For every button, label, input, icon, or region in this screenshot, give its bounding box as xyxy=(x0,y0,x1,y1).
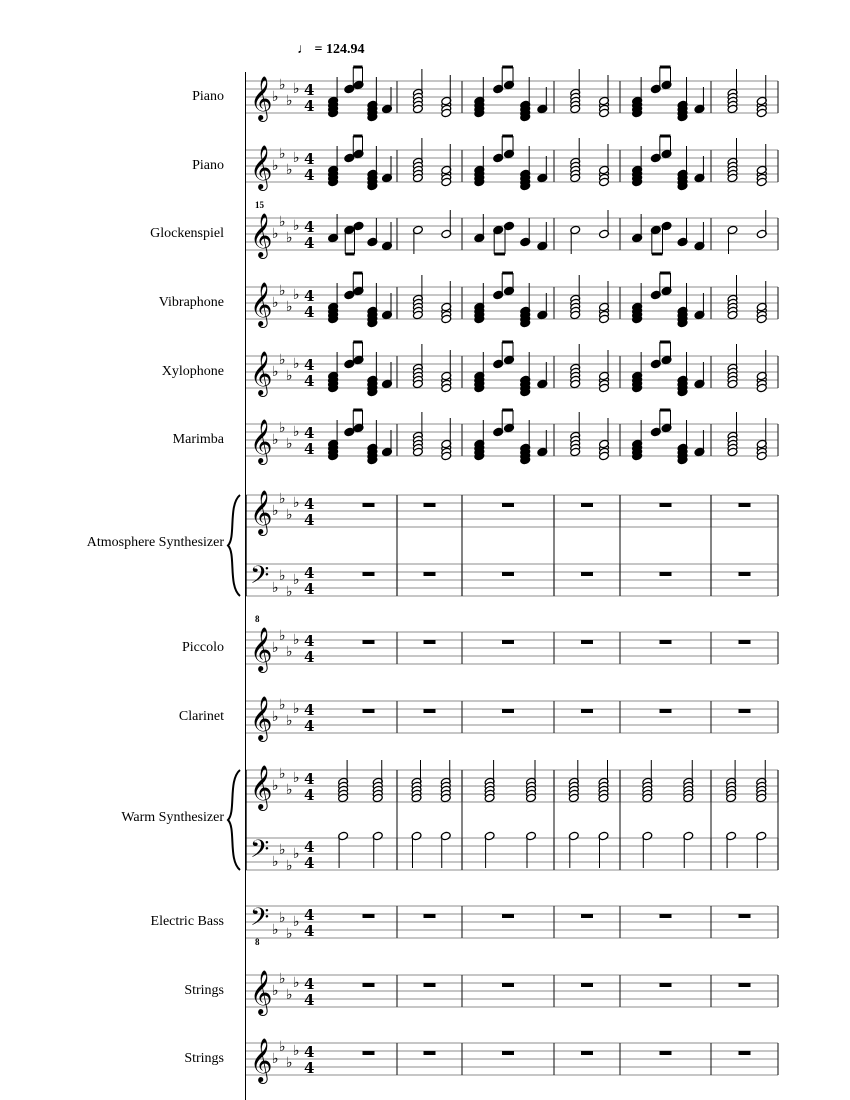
svg-text:4: 4 xyxy=(304,303,315,321)
instrument-label-electric-bass: Electric Bass xyxy=(150,914,224,929)
svg-text:4: 4 xyxy=(304,1043,315,1061)
whole-rest xyxy=(424,914,436,918)
whole-rest xyxy=(363,914,375,918)
whole-rest xyxy=(363,709,375,713)
whole-rest xyxy=(424,709,436,713)
svg-text:♭: ♭ xyxy=(279,352,286,368)
svg-text:4: 4 xyxy=(304,701,315,719)
svg-text:𝄞: 𝄞 xyxy=(250,76,273,120)
whole-rest xyxy=(363,572,375,576)
whole-rest xyxy=(424,572,436,576)
svg-text:♭: ♭ xyxy=(286,436,293,452)
svg-text:♭: ♭ xyxy=(286,299,293,315)
svg-text:♭: ♭ xyxy=(272,158,279,174)
svg-text:♭: ♭ xyxy=(293,81,300,97)
whole-rest xyxy=(739,503,751,507)
whole-rest xyxy=(502,914,514,918)
svg-text:♭: ♭ xyxy=(279,766,286,782)
svg-text:♭: ♭ xyxy=(293,495,300,511)
svg-text:♭: ♭ xyxy=(286,644,293,660)
whole-rest xyxy=(660,914,672,918)
svg-text:𝄞: 𝄞 xyxy=(250,145,273,189)
svg-text:♭: ♭ xyxy=(272,640,279,656)
whole-rest xyxy=(502,983,514,987)
svg-text:4: 4 xyxy=(304,424,315,442)
svg-text:♭: ♭ xyxy=(286,987,293,1003)
svg-text:𝄢: 𝄢 xyxy=(250,561,270,596)
whole-rest xyxy=(363,640,375,644)
instrument-label-warm-synthesizer: Warm Synthesizer xyxy=(121,810,224,825)
whole-rest xyxy=(424,1051,436,1055)
svg-text:♭: ♭ xyxy=(279,214,286,230)
whole-rest xyxy=(660,503,672,507)
svg-text:𝄢: 𝄢 xyxy=(250,835,270,870)
svg-text:♭: ♭ xyxy=(286,230,293,246)
svg-text:♭: ♭ xyxy=(272,580,279,596)
whole-rest xyxy=(739,640,751,644)
svg-text:𝄞: 𝄞 xyxy=(250,282,273,326)
svg-text:𝄞: 𝄞 xyxy=(250,970,273,1014)
svg-text:4: 4 xyxy=(304,356,315,374)
svg-text:♭: ♭ xyxy=(279,1039,286,1055)
svg-text:♭: ♭ xyxy=(279,568,286,584)
whole-rest xyxy=(502,709,514,713)
svg-text:♭: ♭ xyxy=(286,584,293,600)
svg-text:4: 4 xyxy=(304,495,315,513)
svg-text:♭: ♭ xyxy=(279,491,286,507)
svg-text:4: 4 xyxy=(304,234,315,252)
svg-text:♭: ♭ xyxy=(272,89,279,105)
svg-text:𝄞: 𝄞 xyxy=(250,490,273,534)
svg-text:♭: ♭ xyxy=(286,162,293,178)
svg-text:♭: ♭ xyxy=(272,983,279,999)
whole-rest xyxy=(739,1051,751,1055)
instrument-label-glockenspiel: Glockenspiel xyxy=(150,226,224,241)
svg-text:4: 4 xyxy=(304,854,315,872)
whole-rest xyxy=(424,640,436,644)
brace xyxy=(228,770,240,870)
whole-rest xyxy=(581,914,593,918)
whole-rest xyxy=(660,709,672,713)
svg-text:4: 4 xyxy=(304,287,315,305)
svg-text:♭: ♭ xyxy=(293,1043,300,1059)
whole-rest xyxy=(739,914,751,918)
svg-text:4: 4 xyxy=(304,150,315,168)
whole-rest xyxy=(739,572,751,576)
svg-text:♭: ♭ xyxy=(293,701,300,717)
svg-text:4: 4 xyxy=(304,991,315,1009)
svg-text:♭: ♭ xyxy=(286,858,293,874)
whole-rest xyxy=(363,503,375,507)
whole-rest xyxy=(363,1051,375,1055)
svg-text:𝄞: 𝄞 xyxy=(250,419,273,463)
whole-rest xyxy=(424,503,436,507)
svg-text:4: 4 xyxy=(304,564,315,582)
octave-mark-8: 8 xyxy=(255,937,260,947)
svg-text:♭: ♭ xyxy=(293,218,300,234)
svg-text:4: 4 xyxy=(304,632,315,650)
whole-rest xyxy=(363,983,375,987)
svg-text:♭: ♭ xyxy=(279,910,286,926)
svg-text:𝄞: 𝄞 xyxy=(250,351,273,395)
brace xyxy=(228,495,240,596)
whole-rest xyxy=(502,572,514,576)
svg-text:♭: ♭ xyxy=(293,287,300,303)
whole-rest xyxy=(502,640,514,644)
octave-mark-8: 8 xyxy=(255,614,260,624)
svg-text:4: 4 xyxy=(304,81,315,99)
svg-text:𝄢: 𝄢 xyxy=(250,903,270,938)
svg-text:♭: ♭ xyxy=(286,782,293,798)
svg-text:♭: ♭ xyxy=(279,628,286,644)
svg-text:♭: ♭ xyxy=(293,632,300,648)
svg-text:♭: ♭ xyxy=(293,424,300,440)
instrument-label-marimba: Marimba xyxy=(172,432,224,447)
svg-text:4: 4 xyxy=(304,372,315,390)
instrument-label-strings: Strings xyxy=(184,983,224,998)
whole-rest xyxy=(502,503,514,507)
instrument-label-piano: Piano xyxy=(192,89,224,104)
instrument-label-xylophone: Xylophone xyxy=(161,364,224,379)
svg-text:♭: ♭ xyxy=(279,842,286,858)
svg-text:♭: ♭ xyxy=(272,295,279,311)
svg-text:4: 4 xyxy=(304,440,315,458)
svg-text:♭: ♭ xyxy=(293,150,300,166)
whole-rest xyxy=(660,572,672,576)
svg-text:𝄞: 𝄞 xyxy=(250,1038,273,1082)
whole-rest xyxy=(660,983,672,987)
svg-text:♭: ♭ xyxy=(272,432,279,448)
svg-text:4: 4 xyxy=(304,218,315,236)
svg-text:♭: ♭ xyxy=(272,778,279,794)
svg-text:4: 4 xyxy=(304,922,315,940)
svg-text:♭: ♭ xyxy=(286,1055,293,1071)
svg-text:♭: ♭ xyxy=(279,77,286,93)
svg-text:♭: ♭ xyxy=(293,356,300,372)
svg-text:♭: ♭ xyxy=(286,713,293,729)
svg-text:♭: ♭ xyxy=(279,971,286,987)
whole-rest xyxy=(502,1051,514,1055)
svg-text:♭: ♭ xyxy=(293,770,300,786)
whole-rest xyxy=(581,1051,593,1055)
svg-text:♭: ♭ xyxy=(279,146,286,162)
svg-text:♭: ♭ xyxy=(272,709,279,725)
whole-rest xyxy=(581,709,593,713)
instrument-label-vibraphone: Vibraphone xyxy=(158,295,224,310)
svg-text:♭: ♭ xyxy=(279,283,286,299)
whole-rest xyxy=(739,709,751,713)
whole-rest xyxy=(660,1051,672,1055)
instrument-label-atmosphere-synthesizer: Atmosphere Synthesizer xyxy=(86,535,224,550)
svg-text:4: 4 xyxy=(304,975,315,993)
svg-text:♭: ♭ xyxy=(293,975,300,991)
svg-text:♭: ♭ xyxy=(293,572,300,588)
octave-mark-15: 15 xyxy=(255,200,264,210)
whole-rest xyxy=(424,983,436,987)
svg-text:♭: ♭ xyxy=(272,226,279,242)
svg-text:4: 4 xyxy=(304,580,315,598)
svg-text:4: 4 xyxy=(304,1059,315,1077)
instrument-label-piano: Piano xyxy=(192,158,224,173)
svg-text:♭: ♭ xyxy=(272,364,279,380)
svg-text:4: 4 xyxy=(304,511,315,529)
whole-rest xyxy=(581,983,593,987)
svg-text:♭: ♭ xyxy=(279,420,286,436)
instrument-label-strings: Strings xyxy=(184,1051,224,1066)
svg-text:4: 4 xyxy=(304,166,315,184)
svg-text:♭: ♭ xyxy=(272,922,279,938)
svg-text:♭: ♭ xyxy=(279,697,286,713)
instrument-label-piccolo: Piccolo xyxy=(182,640,224,655)
svg-text:♭: ♭ xyxy=(293,846,300,862)
svg-text:4: 4 xyxy=(304,786,315,804)
svg-text:♭: ♭ xyxy=(272,1051,279,1067)
svg-text:𝄞: 𝄞 xyxy=(250,213,273,257)
svg-text:4: 4 xyxy=(304,770,315,788)
whole-rest xyxy=(660,640,672,644)
whole-rest xyxy=(581,640,593,644)
svg-text:4: 4 xyxy=(304,906,315,924)
tempo-marking: ♩ = 124.94 xyxy=(297,42,365,57)
svg-text:4: 4 xyxy=(304,838,315,856)
svg-text:♭: ♭ xyxy=(286,368,293,384)
svg-text:4: 4 xyxy=(304,648,315,666)
whole-rest xyxy=(581,572,593,576)
svg-text:♭: ♭ xyxy=(286,926,293,942)
whole-rest xyxy=(581,503,593,507)
svg-text:4: 4 xyxy=(304,717,315,735)
svg-text:♭: ♭ xyxy=(286,507,293,523)
svg-text:𝄞: 𝄞 xyxy=(250,765,273,809)
svg-text:𝄞: 𝄞 xyxy=(250,696,273,740)
svg-text:4: 4 xyxy=(304,97,315,115)
svg-text:♭: ♭ xyxy=(272,854,279,870)
whole-rest xyxy=(739,983,751,987)
svg-text:♭: ♭ xyxy=(286,93,293,109)
svg-text:𝄞: 𝄞 xyxy=(250,627,273,671)
svg-text:♭: ♭ xyxy=(272,503,279,519)
svg-text:♭: ♭ xyxy=(293,914,300,930)
instrument-label-clarinet: Clarinet xyxy=(178,709,224,724)
